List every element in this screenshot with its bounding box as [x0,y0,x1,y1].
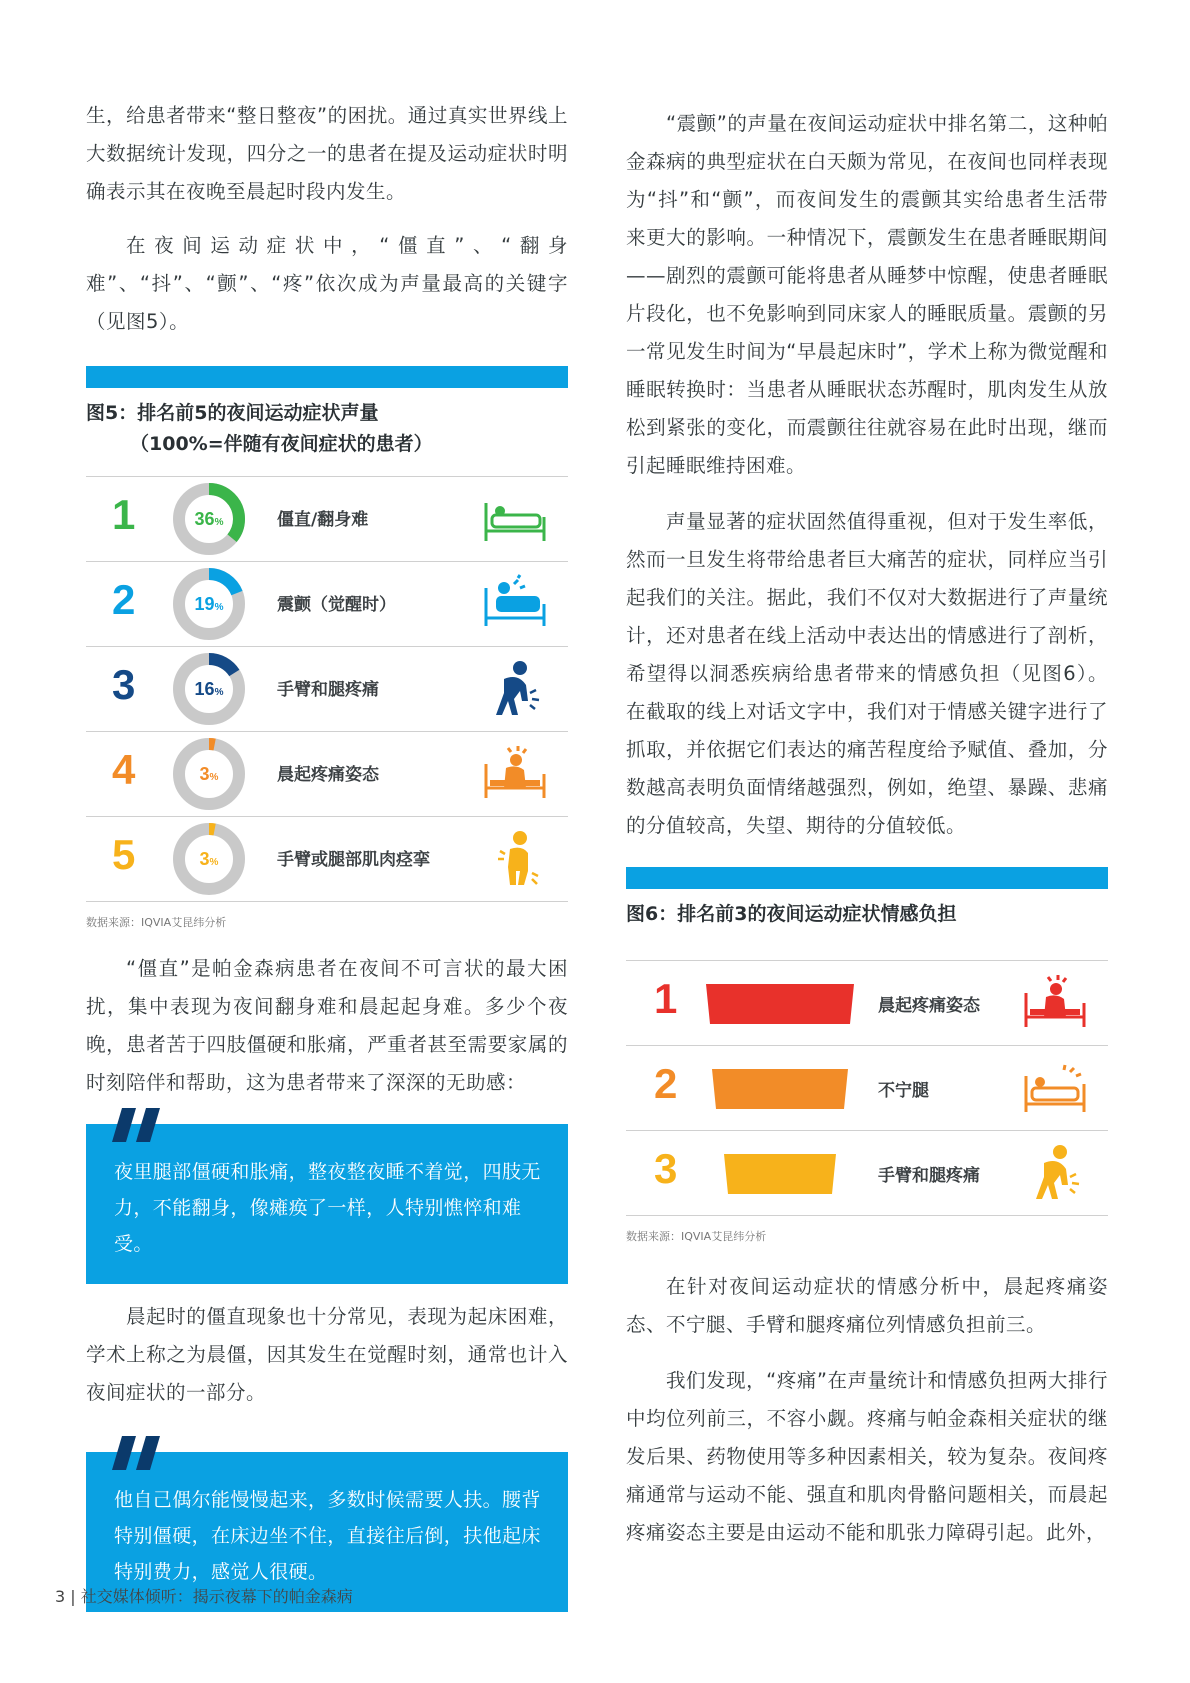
symptom-label: 手臂和腿疼痛 [277,680,379,700]
rank-number: 5 [112,831,136,878]
figure-6-table [626,960,1108,1216]
burden-bar [706,984,854,1024]
percent-label: 16% [194,679,224,699]
figure-6-title: 图6：排名前3的夜间运动症状情感负担 [626,903,957,925]
percent-label: 3% [199,849,219,869]
rank-number: 1 [654,975,678,1022]
figure-5-table [86,476,568,902]
figure-6-bar [626,867,1108,889]
paragraph: “僵直”是帕金森病患者在夜间不可言状的最大困扰，集中表现为夜间翻身难和晨起起身难。多少个夜晚，患者苦于四肢僵硬和胀痛，严重者甚至需要家属的时刻陪伴和帮助，这为患者带来了深深的无助感： [86,957,568,1094]
page-footer: 3 | 社交媒体倾听：揭示夜幕下的帕金森病 [55,1587,353,1606]
paragraph: 我们发现，“疼痛”在声量统计和情感负担两大排行中均位列前三，不容小觑。疼痛与帕金森相关症状的继发后果、药物使用等多种因素相关，较为复杂。夜间疼痛通常与运动不能、强直和肌肉骨骼问题相关，而晨起疼痛姿态主要是由运动不能和肌张力障碍引起。此外， [626,1369,1108,1544]
restless-legs-icon [1020,1058,1090,1118]
quote-mark-icon [112,1436,172,1470]
paragraph: 声量显著的症状固然值得重视，但对于发生率低，然而一旦发生将带给患者巨大痛苦的症状，同样应当引起我们的关注。据此，我们不仅对大数据进行了声量统计，还对患者在线上活动中表达出的情感进行了剖析，希望得以洞悉疾病给患者带来的情感负担（见图6）。在截取的线上对话文字中，我们对于情感关键字进行了抓取，并依据它们表达的痛苦程度给予赋值、叠加，分数越高表明负面情绪越强烈，例如，绝望、暴躁、悲痛的分值较高，失望、期待的分值较低。 [626,510,1108,837]
tremor-in-bed-icon [480,574,550,634]
quote-text: 夜里腿部僵硬和胀痛，整夜整夜睡不着觉，四肢无力，不能翻身，像瘫痪了一样，人特别憔悴和难受。 [114,1161,541,1255]
percent-label: 3% [199,764,219,784]
muscle-cramp-icon [480,829,550,889]
rank-number: 3 [112,661,136,708]
symptom-label: 手臂或腿部肌肉痉挛 [277,850,430,870]
burden-bar-shape [712,1069,848,1109]
fig5-row [86,731,568,816]
fig5-row [86,646,568,731]
symptom-label: 手臂和腿疼痛 [878,1166,980,1186]
limb-pain-icon [480,659,550,719]
burden-bar-shape [724,1154,836,1194]
paragraph: 晨起时的僵直现象也十分常见，表现为起床困难，学术上称之为晨僵，因其发生在觉醒时刻，通常也计入夜间症状的一部分。 [86,1305,568,1404]
rank-number: 2 [654,1060,678,1107]
paragraph: “震颤”的声量在夜间运动症状中排名第二，这种帕金森病的典型症状在白天颇为常见，在夜间也同样表现为“抖”和“颤”，而夜间发生的震颤其实给患者生活带来更大的影响。一种情况下，震颤发生在患者睡眠期间——剧烈的震颤可能将患者从睡梦中惊醒，使患者睡眠片段化，也不免影响到同床家人的睡眠质量。震颤的另一常见发生时间为“早晨起床时”，学术上称为微觉醒和睡眠转换时：当患者从睡眠状态苏醒时，肌肉发生从放松到紧张的变化，而震颤往往就容易在此时出现，继而引起睡眠维持困难。 [626,112,1108,477]
quote-text: 他自己偶尔能慢慢起来，多数时候需要人扶。腰背特别僵硬，在床边坐不住，直接往后倒，扶他起床特别费力，感觉人很硬。 [114,1489,541,1583]
rank-number: 1 [112,491,136,538]
symptom-label: 震颤（觉醒时） [277,595,396,615]
burden-bar [706,1069,854,1109]
symptom-label: 不宁腿 [878,1081,929,1101]
fig6-row [626,1046,1108,1131]
percent-label: 19% [194,594,224,614]
patient-in-bed-icon [480,489,550,549]
fig6-row [626,960,1108,1046]
left-column [86,0,568,1612]
limb-pain-icon [1020,1143,1090,1203]
fig6-row [626,1131,1108,1216]
burden-bar-shape [706,984,854,1024]
rank-number: 4 [112,746,136,793]
percent-label: 36% [194,509,224,529]
paragraph: 在针对夜间运动症状的情感分析中，晨起疼痛姿态、不宁腿、手臂和腿疼痛位列情感负担前三。 [626,1275,1108,1336]
paragraph: 生，给患者带来“整日整夜”的困扰。通过真实世界线上大数据统计发现，四分之一的患者在提及运动症状时明确表示其在夜晚至晨起时段内发生。 [86,104,568,203]
symptom-label: 晨起疼痛姿态 [277,765,379,785]
rank-number: 3 [654,1145,678,1192]
right-column [626,0,1108,1552]
quote-box [86,1124,568,1284]
burden-bar [706,1154,854,1194]
paragraph: 在夜间运动症状中，“僵直”、“翻身难”、“抖”、“颤”、“疼”依次成为声量最高的关键字（见图5）。 [86,234,568,333]
figure-5-bar [86,366,568,388]
morning-pain-posture-icon [1020,973,1090,1033]
figure-5-source: 数据来源：IQVIA艾昆纬分析 [86,916,227,929]
fig5-row [86,561,568,646]
fig5-row [86,476,568,561]
symptom-label: 晨起疼痛姿态 [878,996,980,1016]
morning-pain-posture-icon [480,744,550,804]
quote-mark-icon [112,1108,172,1142]
rank-number: 2 [112,576,136,623]
fig5-row [86,816,568,902]
symptom-label: 僵直/翻身难 [277,510,369,530]
figure-5-title: 图5：排名前5的夜间运动症状声量 （100%=伴随有夜间症状的患者） [86,402,433,455]
figure-6-source: 数据来源：IQVIA艾昆纬分析 [626,1230,767,1243]
